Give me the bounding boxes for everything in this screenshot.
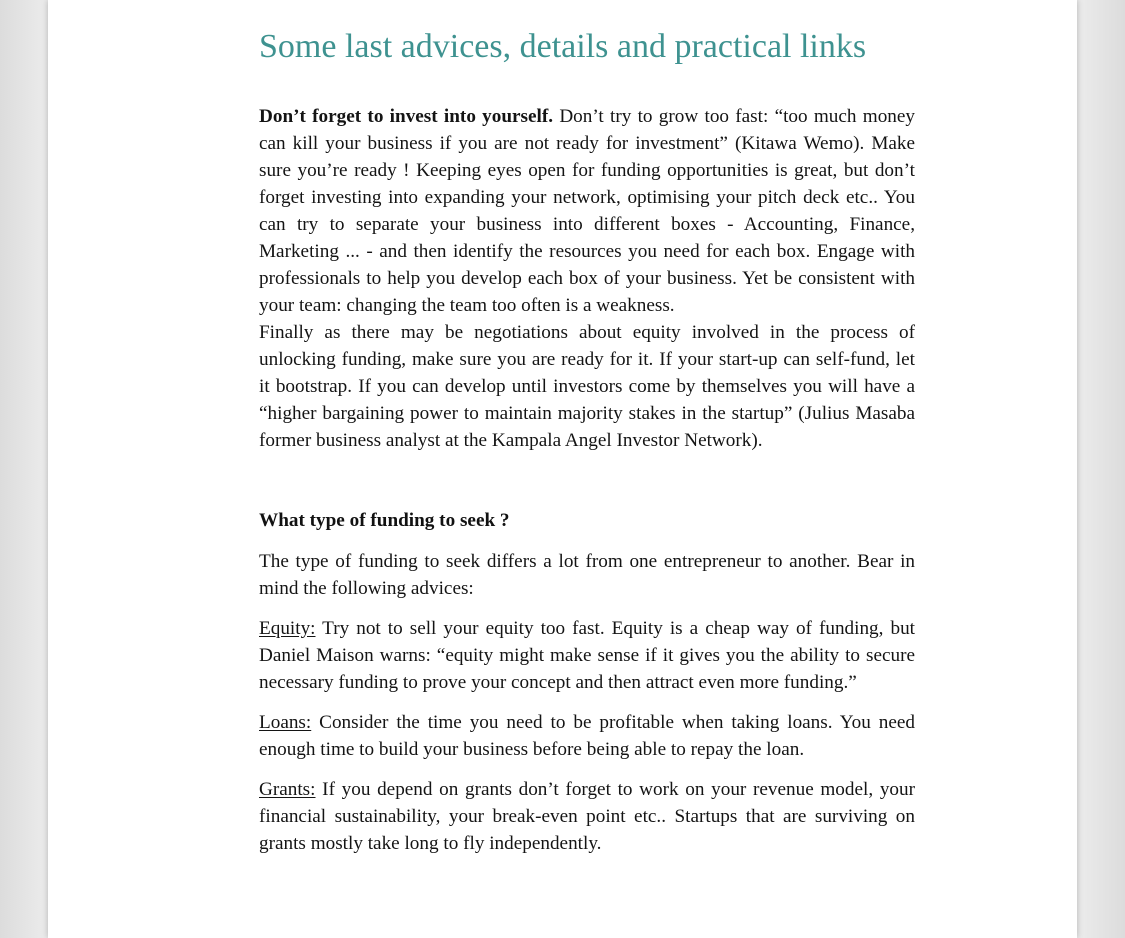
loans-label: Loans: [259,712,312,733]
paragraph-equity-negotiation: Finally as there may be negotiations about equity involved in the process of unlocking funding, make sure you are ready for it. If your start-up can self-fund, let it bootstrap. If you can develop until investors come by themselves you will have a “higher bargaining power to maintain majority stakes in the startup” (Julius Masaba former business analyst at the Kampala Angel Investor Network). [259,322,915,451]
paragraph-grants [259,776,915,857]
paragraph-lead: Don’t forget to invest into yourself. [259,106,554,127]
paragraph-intro: The type of funding to seek differs a lot from one entrepreneur to another. Bear in mind the following advices: [259,551,915,599]
equity-label: Equity: [259,618,316,639]
grants-label: Grants: [259,779,316,800]
document-page [48,0,1077,938]
grants-text: If you depend on grants don’t forget to work on your revenue model, your financial sustainability, your break-even point etc.. Startups that are surviving on grants mostly take long to fly independently. [259,779,915,854]
subheading-funding-type: What type of funding to seek ? [259,510,510,531]
paragraph-invest-yourself [259,103,915,319]
paragraph-loans [259,709,915,763]
equity-text: Try not to sell your equity too fast. Equity is a cheap way of funding, but Daniel Maison warns: “equity might make sense if it gives you the ability to secure necessary funding to prove your concept and then attract even more funding.” [259,618,915,693]
section-heading: Some last advices, details and practical links [259,28,867,65]
page-content [259,0,915,857]
paragraph-body: Don’t try to grow too fast: “too much money can kill your business if you are not ready for investment” (Kitawa Wemo). Make sure you’re ready ! Keeping eyes open for funding opportunities is great, but don’t forget investing into expanding your network, optimising your pitch deck etc.. You can try to separate your business into different boxes - Accounting, Finance, Marketing ... - and then identify the resources you need for each box. Engage with professionals to help you develop each box of your business. Yet be consistent with your team: changing the team too often is a weakness. [259,106,916,316]
paragraph-equity [259,615,915,696]
loans-text: Consider the time you need to be profitable when taking loans. You need enough time to build your business before being able to repay the loan. [259,712,915,760]
